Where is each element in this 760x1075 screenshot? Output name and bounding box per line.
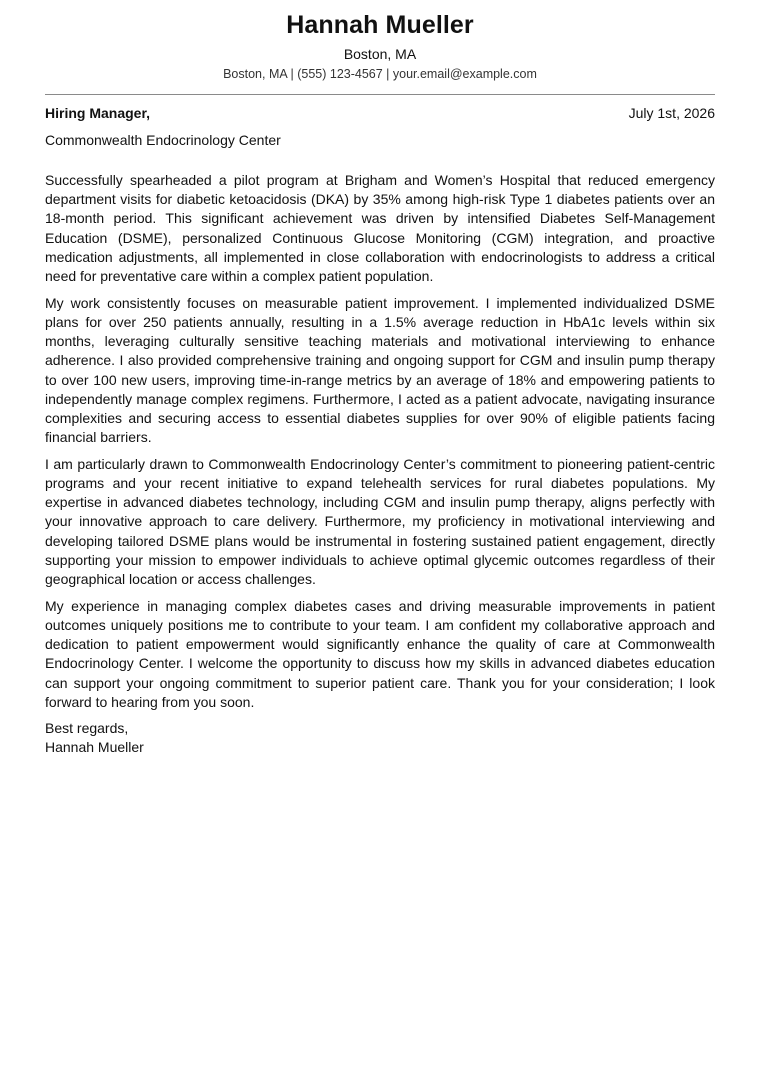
recipient-title: Hiring Manager,	[45, 105, 151, 121]
body-paragraph-4: My experience in managing complex diabetes cases and driving measurable improvements in patient outcomes uniquely positions me to contribute to your team. I am confident my collaborative approach and dedication to patient empowerment would significantly enhance the quality of care at Commonwealth Endocrinology Center. I welcome the opportunity to discuss how my skills in advanced diabetes education can support your ongoing commitment to superior patient care. Thank you for your consideration; I look forward to hearing from you soon.	[45, 597, 715, 710]
recipient-company: Commonwealth Endocrinology Center	[45, 132, 281, 148]
header-divider	[45, 94, 715, 95]
body-paragraph-1: Successfully spearheaded a pilot program at Brigham and Women’s Hospital that reduced emergency department visits for diabetic ketoacidosis (DKA) by 35% among high-risk Type 1 diabetes patients over an 18-month period. This significant achievement was driven by intensified Diabetes Self-Management Education (DSME), personalized Continuous Glucose Monitoring (CGM) integration, and proactive medication adjustments, all implemented in close collaboration with endocrinologists to address a critical need for preventative care within a complex patient population.	[45, 172, 715, 285]
letter-date: July 1st, 2026	[628, 105, 715, 121]
closing-salutation: Best regards,	[45, 720, 129, 737]
letter-body	[45, 171, 715, 712]
body-paragraph-2: My work consistently focuses on measurable patient improvement. I implemented individualized DSME plans for over 250 patients annually, resulting in a 1.5% average reduction in HbA1c levels within six months, leveraging culturally sensitive teaching materials and motivational interviewing to enhance adherence. I also provided comprehensive training and ongoing support for CGM and insulin pump therapy to over 100 new users, improving time-in-range metrics by an average of 18% and empowering patients to independently manage complex regimens. Furthermore, I acted as a patient advocate, navigating insurance complexities and securing access to essential diabetes supplies for over 90% of eligible patients facing financial barriers.	[45, 294, 715, 446]
applicant-contact-line: Boston, MA | (555) 123-4567 | your.email@example.com	[223, 67, 537, 81]
body-paragraph-3: I am particularly drawn to Commonwealth Endocrinology Center’s commitment to pioneering patient-centric programs and your recent initiative to expand telehealth services for rural diabetes populations. My expertise in advanced diabetes technology, including CGM and insulin pump therapy, aligns perfectly with your innovative approach to care delivery. Furthermore, my proficiency in motivational interviewing and developing tailored DSME plans would be instrumental in fostering sustained patient engagement, directly supporting your mission to empower individuals to achieve optimal glycemic outcomes regardless of their geographical location or access challenges.	[45, 455, 715, 588]
recipient-row	[45, 104, 715, 122]
applicant-location: Boston, MA	[343, 46, 417, 62]
applicant-name: Hannah Mueller	[286, 11, 474, 39]
cover-letter-page	[45, 0, 715, 757]
closing-signature: Hannah Mueller	[45, 739, 144, 756]
letter-closing	[45, 719, 715, 757]
